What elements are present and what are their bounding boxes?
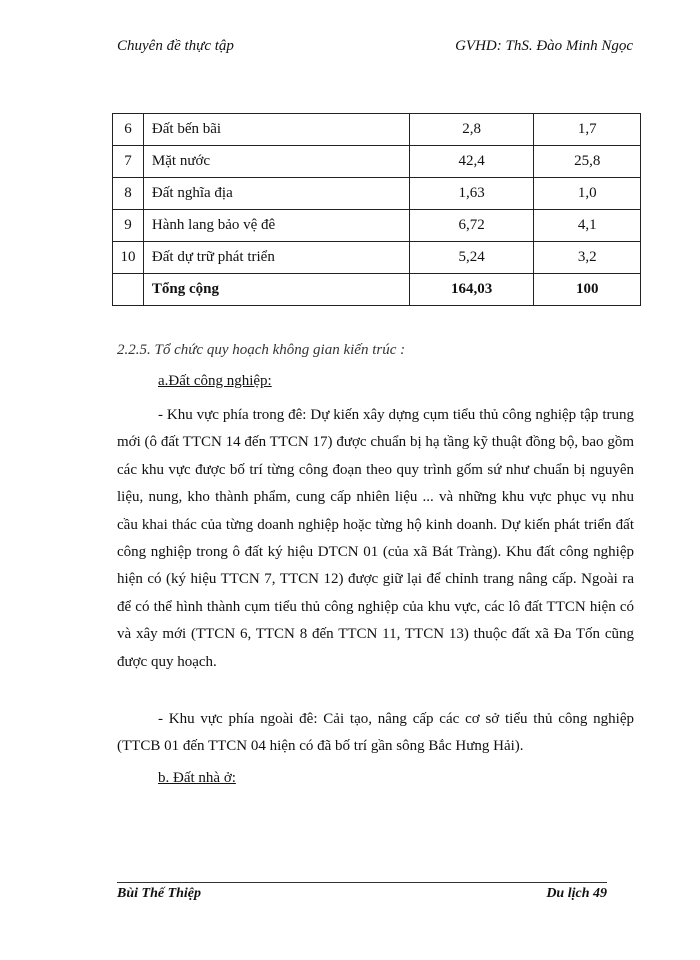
row-number: 8 [113, 178, 144, 210]
subheading-residential-land: b. Đất nhà ở: [158, 770, 236, 786]
row-area: 2,8 [409, 114, 534, 146]
row-number: 7 [113, 146, 144, 178]
total-number [113, 274, 144, 306]
row-land-type: Hành lang bảo vệ đê [143, 210, 409, 242]
total-area: 164,03 [409, 274, 534, 306]
row-percent: 3,2 [534, 242, 641, 274]
row-area: 42,4 [409, 146, 534, 178]
total-label: Tổng cộng [143, 274, 409, 306]
footer-author: Bùi Thế Thiệp [117, 886, 202, 901]
row-land-type: Đất bến bãi [143, 114, 409, 146]
row-percent: 1,0 [534, 178, 641, 210]
footer-class-page: Du lịch 49 [546, 886, 607, 901]
row-number: 10 [113, 242, 144, 274]
row-land-type: Mặt nước [143, 146, 409, 178]
table-row [113, 210, 641, 242]
table-total-row [113, 274, 641, 306]
section-heading: 2.2.5. Tổ chức quy hoạch không gian kiến trúc : [117, 342, 406, 358]
total-percent: 100 [534, 274, 641, 306]
row-percent: 25,8 [534, 146, 641, 178]
footer-divider [117, 882, 607, 883]
row-number: 9 [113, 210, 144, 242]
header-supervisor: GVHD: ThS. Đào Minh Ngọc [455, 38, 633, 54]
table-row [113, 178, 641, 210]
page-footer [117, 886, 607, 910]
row-land-type: Đất dự trữ phát triển [143, 242, 409, 274]
row-percent: 1,7 [534, 114, 641, 146]
row-land-type: Đất nghĩa địa [143, 178, 409, 210]
row-percent: 4,1 [534, 210, 641, 242]
paragraph-text: - Khu vực phía ngoài đê: Cải tạo, nâng cấp các cơ sở tiểu thủ công nghiệp (TTCB 01 đến TTCN 04 hiện có đã bố trí gần sông Bắc Hưng Hải). [117, 711, 634, 755]
row-number: 6 [113, 114, 144, 146]
paragraph-inside-dike [117, 402, 634, 676]
paragraph-text: - Khu vực phía trong đê: Dự kiến xây dựng cụm tiểu thủ công nghiệp tập trung mới (ô đất TTCN 14 đến TTCN 17) được chuẩn bị hạ tầng kỹ thuật đồng bộ, bao gồm các khu vực được bố trí từng công đoạn theo quy trình gốm sứ như chuẩn bị nguyên liệu, nung, kho thành phẩm, cung cấp nhiên liệu ... và những khu vực phục vụ nhu cầu khai thác của từng doanh nghiệp hoặc từng hộ kinh doanh. Dự kiến phát triển đất công nghiệp trong ô đất ký hiệu DTCN 01 (của xã Bát Tràng). Khu đất công nghiệp hiện có (ký hiệu TTCN 7, TTCN 12) được giữ lại để chỉnh trang nâng cấp. Ngoài ra để có thể hình thành cụm tiểu thủ công nghiệp của khu vực, các lô đất TTCN hiện có và xây mới (TTCN 6, TTCN 8 đến TTCN 11, TTCN 13) thuộc đất xã Đa Tốn cũng được quy hoạch. [117, 407, 634, 670]
table-row [113, 242, 641, 274]
paragraph-outside-dike [117, 706, 634, 761]
land-use-table [112, 113, 641, 306]
table-row [113, 114, 641, 146]
table-row [113, 146, 641, 178]
header-document-title: Chuyên đề thực tập [117, 38, 234, 54]
row-area: 6,72 [409, 210, 534, 242]
page-header [117, 38, 637, 62]
row-area: 5,24 [409, 242, 534, 274]
row-area: 1,63 [409, 178, 534, 210]
subheading-industrial-land: a.Đất công nghiệp: [158, 373, 272, 389]
